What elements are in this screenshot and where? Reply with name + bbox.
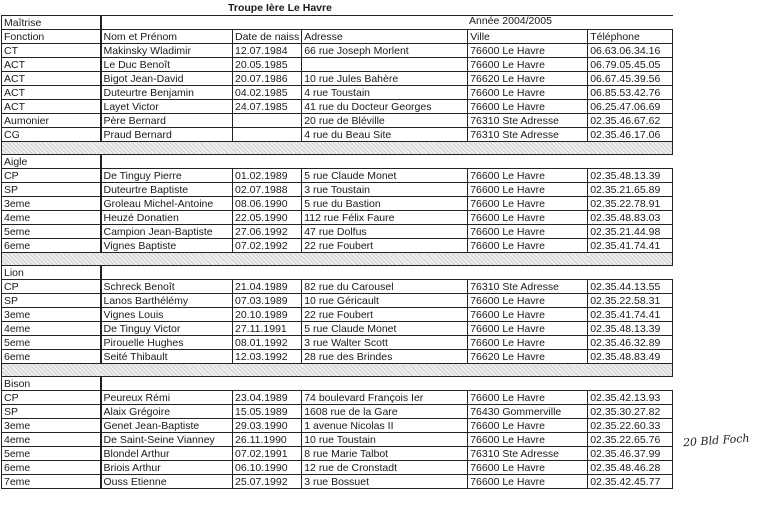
city-cell: 76600 Le Havre	[468, 100, 588, 114]
name-cell: Campion Jean-Baptiste	[101, 225, 233, 239]
name-cell: Vignes Louis	[101, 308, 233, 322]
phone-cell: 02.35.41.74.41	[588, 308, 673, 322]
phone-cell: 06.67.45.39.56	[588, 72, 673, 86]
table-row	[2, 44, 673, 58]
city-cell: 76620 Le Havre	[468, 72, 588, 86]
birthdate-cell: 12.03.1992	[233, 350, 302, 364]
address-cell: 3 rue Bossuet	[302, 475, 468, 489]
table-row	[2, 239, 673, 253]
table-row	[2, 86, 673, 100]
table-row	[2, 405, 673, 419]
address-cell: 3 rue Walter Scott	[302, 336, 468, 350]
table-row	[2, 433, 673, 447]
fonction-cell: ACT	[2, 58, 101, 72]
address-cell: 74 boulevard François Ier	[302, 391, 468, 405]
city-cell: 76620 Le Havre	[468, 350, 588, 364]
birthdate-cell: 26.11.1990	[233, 433, 302, 447]
name-cell: Pirouelle Hughes	[101, 336, 233, 350]
address-cell: 82 rue du Carousel	[302, 280, 468, 294]
group-header-blank	[101, 16, 673, 30]
address-cell: 112 rue Félix Faure	[302, 211, 468, 225]
city-cell: 76310 Ste Adresse	[468, 128, 588, 142]
birthdate-cell	[233, 114, 302, 128]
city-cell: 76310 Ste Adresse	[468, 280, 588, 294]
address-cell: 20 rue de Bléville	[302, 114, 468, 128]
table-row	[2, 225, 673, 239]
separator-cell	[588, 253, 673, 266]
table-row	[2, 461, 673, 475]
phone-cell: 02.35.46.32.89	[588, 336, 673, 350]
city-cell: 76600 Le Havre	[468, 211, 588, 225]
name-cell: Le Duc Benoît	[101, 58, 233, 72]
fonction-cell: SP	[2, 183, 101, 197]
separator-cell	[302, 142, 468, 155]
group-header-row	[2, 155, 673, 169]
phone-cell: 02.35.48.13.39	[588, 322, 673, 336]
name-cell: Schreck Benoît	[101, 280, 233, 294]
group-header-row	[2, 266, 673, 280]
birthdate-cell: 25.07.1992	[233, 475, 302, 489]
phone-cell: 02.35.22.78.91	[588, 197, 673, 211]
name-cell: Blondel Arthur	[101, 447, 233, 461]
birthdate-cell: 04.02.1985	[233, 86, 302, 100]
city-cell: 76600 Le Havre	[468, 169, 588, 183]
phone-cell: 02.35.48.46.28	[588, 461, 673, 475]
birthdate-cell: 29.03.1990	[233, 419, 302, 433]
group-header-row	[2, 377, 673, 391]
column-header: Adresse	[302, 30, 468, 44]
birthdate-cell: 02.07.1988	[233, 183, 302, 197]
fonction-cell: 7eme	[2, 475, 101, 489]
fonction-cell: Aumonier	[2, 114, 101, 128]
fonction-cell: CT	[2, 44, 101, 58]
separator-cell	[101, 253, 233, 266]
phone-cell: 02.35.48.13.39	[588, 169, 673, 183]
fonction-cell: CP	[2, 169, 101, 183]
birthdate-cell: 20.07.1986	[233, 72, 302, 86]
name-cell: Heuzé Donatien	[101, 211, 233, 225]
separator-cell	[302, 253, 468, 266]
birthdate-cell: 20.10.1989	[233, 308, 302, 322]
city-cell: 76600 Le Havre	[468, 419, 588, 433]
phone-cell: 02.35.21.65.89	[588, 183, 673, 197]
phone-cell: 02.35.22.65.76	[588, 433, 673, 447]
name-cell: Groleau Michel-Antoine	[101, 197, 233, 211]
group-header-row	[2, 16, 673, 30]
separator-cell	[302, 364, 468, 377]
birthdate-cell: 15.05.1989	[233, 405, 302, 419]
address-cell: 10 rue Jules Bahère	[302, 72, 468, 86]
phone-cell: 02.35.46.37.99	[588, 447, 673, 461]
name-cell: Bigot Jean-David	[101, 72, 233, 86]
name-cell: Alaix Grégoire	[101, 405, 233, 419]
group-separator	[2, 253, 673, 266]
address-cell: 8 rue Marie Talbot	[302, 447, 468, 461]
birthdate-cell: 08.01.1992	[233, 336, 302, 350]
name-cell: Briois Arthur	[101, 461, 233, 475]
fonction-cell: 5eme	[2, 447, 101, 461]
address-cell: 47 rue Dolfus	[302, 225, 468, 239]
group-header-blank	[101, 377, 673, 391]
phone-cell: 02.35.42.13.93	[588, 391, 673, 405]
table-row	[2, 294, 673, 308]
fonction-cell: ACT	[2, 72, 101, 86]
table-row	[2, 100, 673, 114]
birthdate-cell: 12.07.1984	[233, 44, 302, 58]
birthdate-cell: 07.02.1992	[233, 239, 302, 253]
fonction-cell: 6eme	[2, 461, 101, 475]
address-cell: 10 rue Géricault	[302, 294, 468, 308]
name-cell: Duteurtre Baptiste	[101, 183, 233, 197]
fonction-cell: CP	[2, 391, 101, 405]
address-cell: 28 rue des Brindes	[302, 350, 468, 364]
address-cell: 10 rue Toustain	[302, 433, 468, 447]
birthdate-cell: 20.05.1985	[233, 58, 302, 72]
address-cell: 1608 rue de la Gare	[302, 405, 468, 419]
fonction-cell: ACT	[2, 100, 101, 114]
city-cell: 76600 Le Havre	[468, 225, 588, 239]
name-cell: Layet Victor	[101, 100, 233, 114]
address-cell: 22 rue Foubert	[302, 308, 468, 322]
table-row	[2, 72, 673, 86]
birthdate-cell: 27.11.1991	[233, 322, 302, 336]
table-row	[2, 114, 673, 128]
address-cell: 4 rue du Beau Site	[302, 128, 468, 142]
name-cell: Père Bernard	[101, 114, 233, 128]
table-row	[2, 128, 673, 142]
column-header: Date de naiss	[233, 30, 302, 44]
name-cell: Lanos Barthélémy	[101, 294, 233, 308]
city-cell: 76600 Le Havre	[468, 391, 588, 405]
birthdate-cell	[233, 128, 302, 142]
address-cell	[302, 58, 468, 72]
city-cell: 76600 Le Havre	[468, 44, 588, 58]
birthdate-cell: 21.04.1989	[233, 280, 302, 294]
phone-cell: 02.35.22.60.33	[588, 419, 673, 433]
name-cell: De Saint-Seine Vianney	[101, 433, 233, 447]
city-cell: 76600 Le Havre	[468, 197, 588, 211]
name-cell: De Tinguy Pierre	[101, 169, 233, 183]
phone-cell: 02.35.21.44.98	[588, 225, 673, 239]
group-name: Bison	[2, 377, 101, 391]
separator-cell	[101, 364, 233, 377]
separator-cell	[468, 142, 588, 155]
separator-cell	[588, 364, 673, 377]
table-row	[2, 336, 673, 350]
city-cell: 76600 Le Havre	[468, 86, 588, 100]
city-cell: 76600 Le Havre	[468, 336, 588, 350]
roster-table	[1, 15, 673, 489]
fonction-cell: 4eme	[2, 322, 101, 336]
table-row	[2, 308, 673, 322]
fonction-cell: SP	[2, 405, 101, 419]
school-year: Année 2004/2005	[469, 15, 552, 27]
city-cell: 76600 Le Havre	[468, 58, 588, 72]
fonction-cell: 6eme	[2, 350, 101, 364]
fonction-cell: 3eme	[2, 197, 101, 211]
separator-cell	[468, 253, 588, 266]
address-cell: 12 rue de Cronstadt	[302, 461, 468, 475]
phone-cell: 02.35.44.13.55	[588, 280, 673, 294]
name-cell: De Tinguy Victor	[101, 322, 233, 336]
phone-cell: 02.35.48.83.03	[588, 211, 673, 225]
city-cell: 76600 Le Havre	[468, 183, 588, 197]
group-name: Aigle	[2, 155, 101, 169]
city-cell: 76600 Le Havre	[468, 308, 588, 322]
phone-cell: 06.79.05.45.05	[588, 58, 673, 72]
address-cell: 5 rue Claude Monet	[302, 322, 468, 336]
address-cell: 4 rue Toustain	[302, 86, 468, 100]
address-cell: 41 rue du Docteur Georges	[302, 100, 468, 114]
name-cell: Peureux Rémi	[101, 391, 233, 405]
phone-cell: 02.35.22.58.31	[588, 294, 673, 308]
birthdate-cell: 07.03.1989	[233, 294, 302, 308]
handwritten-note: 20 Bld Foch	[682, 431, 750, 450]
address-cell: 5 rue Claude Monet	[302, 169, 468, 183]
separator-cell	[233, 142, 302, 155]
fonction-cell: 6eme	[2, 239, 101, 253]
fonction-cell: 5eme	[2, 336, 101, 350]
phone-cell: 02.35.46.17.06	[588, 128, 673, 142]
phone-cell: 02.35.42.45.77	[588, 475, 673, 489]
address-cell: 1 avenue Nicolas II	[302, 419, 468, 433]
separator-cell	[2, 253, 101, 266]
fonction-cell: 5eme	[2, 225, 101, 239]
table-row	[2, 475, 673, 489]
separator-cell	[233, 253, 302, 266]
column-header-row	[2, 30, 673, 44]
column-header: Ville	[468, 30, 588, 44]
fonction-cell: CP	[2, 280, 101, 294]
city-cell: 76600 Le Havre	[468, 239, 588, 253]
city-cell: 76310 Ste Adresse	[468, 447, 588, 461]
birthdate-cell: 27.06.1992	[233, 225, 302, 239]
table-row	[2, 197, 673, 211]
birthdate-cell: 22.05.1990	[233, 211, 302, 225]
column-header: Téléphone	[588, 30, 673, 44]
separator-cell	[2, 364, 101, 377]
name-cell: Genet Jean-Baptiste	[101, 419, 233, 433]
birthdate-cell: 01.02.1989	[233, 169, 302, 183]
fonction-cell: 3eme	[2, 308, 101, 322]
group-separator	[2, 142, 673, 155]
fonction-cell: ACT	[2, 86, 101, 100]
document-title: Troupe Ière Le Havre	[228, 2, 332, 14]
name-cell: Duteurtre Benjamin	[101, 86, 233, 100]
column-header-fonction: Fonction	[2, 30, 101, 44]
name-cell: Praud Bernard	[101, 128, 233, 142]
phone-cell: 02.35.48.83.49	[588, 350, 673, 364]
column-header: Nom et Prénom	[101, 30, 233, 44]
birthdate-cell: 24.07.1985	[233, 100, 302, 114]
table-row	[2, 211, 673, 225]
address-cell: 66 rue Joseph Morlent	[302, 44, 468, 58]
separator-cell	[468, 364, 588, 377]
fonction-cell: 4eme	[2, 433, 101, 447]
table-row	[2, 183, 673, 197]
fonction-cell: CG	[2, 128, 101, 142]
separator-cell	[101, 142, 233, 155]
name-cell: Ouss Etienne	[101, 475, 233, 489]
separator-cell	[2, 142, 101, 155]
birthdate-cell: 07.02.1991	[233, 447, 302, 461]
city-cell: 76600 Le Havre	[468, 294, 588, 308]
phone-cell: 06.63.06.34.16	[588, 44, 673, 58]
table-row	[2, 447, 673, 461]
fonction-cell: 4eme	[2, 211, 101, 225]
name-cell: Vignes Baptiste	[101, 239, 233, 253]
table-row	[2, 322, 673, 336]
phone-cell: 06.25.47.06.69	[588, 100, 673, 114]
table-row	[2, 350, 673, 364]
fonction-cell: 3eme	[2, 419, 101, 433]
city-cell: 76310 Ste Adresse	[468, 114, 588, 128]
birthdate-cell: 08.06.1990	[233, 197, 302, 211]
separator-cell	[588, 142, 673, 155]
phone-cell: 02.35.30.27.82	[588, 405, 673, 419]
fonction-cell: SP	[2, 294, 101, 308]
table-row	[2, 280, 673, 294]
city-cell: 76600 Le Havre	[468, 475, 588, 489]
group-name: Maîtrise	[2, 16, 101, 30]
table-row	[2, 391, 673, 405]
address-cell: 3 rue Toustain	[302, 183, 468, 197]
birthdate-cell: 23.04.1989	[233, 391, 302, 405]
group-name: Lion	[2, 266, 101, 280]
group-header-blank	[101, 266, 673, 280]
name-cell: Seité Thibault	[101, 350, 233, 364]
name-cell: Makinsky Wladimir	[101, 44, 233, 58]
phone-cell: 02.35.41.74.41	[588, 239, 673, 253]
table-row	[2, 58, 673, 72]
address-cell: 5 rue du Bastion	[302, 197, 468, 211]
phone-cell: 02.35.46.67.62	[588, 114, 673, 128]
city-cell: 76430 Gommerville	[468, 405, 588, 419]
phone-cell: 06.85.53.42.76	[588, 86, 673, 100]
city-cell: 76600 Le Havre	[468, 461, 588, 475]
city-cell: 76600 Le Havre	[468, 433, 588, 447]
city-cell: 76600 Le Havre	[468, 322, 588, 336]
birthdate-cell: 06.10.1990	[233, 461, 302, 475]
separator-cell	[233, 364, 302, 377]
table-row	[2, 169, 673, 183]
group-separator	[2, 364, 673, 377]
group-header-blank	[101, 155, 673, 169]
address-cell: 22 rue Foubert	[302, 239, 468, 253]
table-row	[2, 419, 673, 433]
